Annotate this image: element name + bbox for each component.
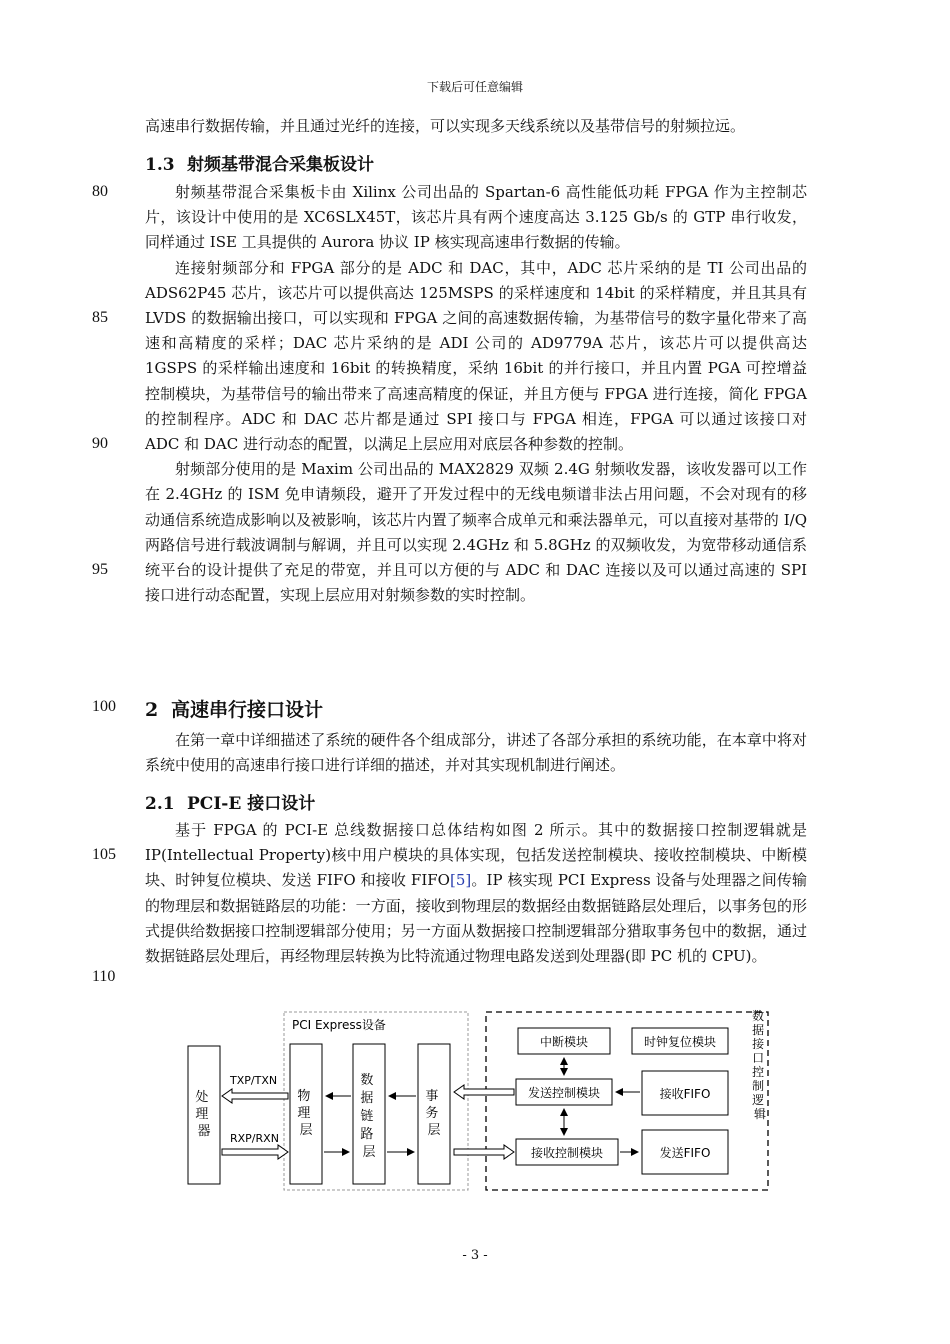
rxp-label: RXP/RXN [230,1132,279,1145]
interface-logic-char: 制 [752,1079,765,1093]
section-title: PCI-E 接口设计 [187,794,316,814]
interface-logic-char: 逻 [752,1093,765,1107]
line-number: 105 [92,846,116,863]
send-fifo-label: 发送FIFO [659,1146,711,1160]
section-heading-1-3 [145,150,374,175]
recv-control-module-label: 接收控制模块 [530,1146,604,1160]
data-link-char: 据 [360,1091,374,1106]
paragraph [145,818,807,969]
clock-reset-module-label: 时钟复位模块 [643,1035,717,1049]
processor-char: 器 [197,1124,211,1139]
pci-device-label: PCI Express设备 [292,1018,386,1032]
data-link-layer-label [360,1072,377,1160]
paragraph: 射频基带混合采集板卡由 Xilinx 公司出品的 Spartan-6 高性能低功耗 FPGA 作为主控制芯片，该设计中使用的是 XC6SLX45T，该芯片具有两个速度高达 3.125 Gb/s 的 GTP 串行收发，同样通过 ISE 工具提供的 Aurora 协议 IP 核实现高速串行数据的传输。 [145,183,807,252]
paragraph-text: 。IP 核实现 PCI Express 设备与处理器之间传输的物理层和数据链路层的功能：一方面，接收到物理层的数据经由数据链路层处理后，以事务包的形式提供给数据接口控制逻辑部分使用；另一方面从数据接口控制逻辑部分猎取事务包中的数据，通过数据链路层处理后，再经物理层转换为比特流通过物理电路发送到处理器(即 PC 机的 CPU)。 [145,871,807,966]
line-number: 95 [92,561,108,578]
send-control-module-label: 发送控制模块 [527,1086,601,1100]
intro-line [145,114,807,139]
physical-layer-label [297,1088,314,1138]
physical-layer-char: 理 [297,1106,311,1121]
line-number: 80 [92,183,108,200]
section-title: 高速串行接口设计 [171,699,324,721]
data-link-char: 路 [360,1127,374,1142]
section-number: 2 [145,699,159,721]
line-number: 100 [92,698,116,715]
recv-fifo-label: 接收FIFO [659,1087,711,1101]
section-heading-2 [145,695,323,722]
transaction-char: 事 [425,1089,439,1104]
data-link-char: 链 [360,1109,374,1124]
transaction-char: 层 [427,1123,441,1138]
txp-arrow [222,1089,288,1103]
rxp-arrow [222,1145,288,1159]
intro-text: 高速串行数据传输，并且通过光纤的连接，可以实现多天线系统以及基带信号的射频拉远。 [145,117,746,135]
line-number: 90 [92,435,108,452]
paragraph: 射频部分使用的是 Maxim 公司出品的 MAX2829 双频 2.4G 射频收发器，该收发器可以工作在 2.4GHz 的 ISM 免申请频段，避开了开发过程中的无线电频谱非法占用问题，不会对现有的移动通信系统造成影响以及被影响，该芯片内置了频率合成单元和乘法器单元，可以直接对基带的 I/Q 两路信号进行载波调制与解调，并且可以实现 2.4GHz 和 5.8GHz 的双频收发，为宽带移动通信系统平台的设计提供了充足的带宽，并且可以方便的与 ADC 和 DAC 连接以及可以通过高速的 SPI 接口进行动态配置，实现上层应用对射频参数的实时控制。 [145,460,807,605]
paragraph: 连接射频部分和 FPGA 部分的是 ADC 和 DAC，其中，ADC 芯片采纳的是 TI 公司出品的 ADS62P45 芯片，该芯片可以提供高达 125MSPS 的采样速度和 14bit 的采样精度，并且其具有 LVDS 的数据输出接口，可以实现和 FPGA 之间的高速数据传输，为基带信号的数字量化带来了高速和高精度的采样；DAC 芯片采纳的是 ADI 公司的 AD9779A 芯片，该芯片可以提供高达 1GSPS 的采样输出速度和 16bit 的转换精度，采纳 16bit 的并行接口，并且内置 PGA 可控增益控制模块，为基带信号的输出带来了高速高精度的保证，并且方便与 FPGA 进行连接，简化 FPGA 的控制程序。ADC 和 DAC 芯片都是通过 SPI 接口与 FPGA 相连，FPGA 可以通过该接口对 ADC 和 DAC 进行动态的配置，以满足上层应用对底层各种参数的控制。 [145,258,807,454]
section-1-3-body [145,180,807,608]
interface-logic-char: 口 [752,1051,765,1065]
interface-logic-char: 控 [752,1065,765,1079]
line-number: 110 [92,968,116,985]
transaction-char: 务 [425,1106,439,1121]
line-number: 85 [92,309,108,326]
arrow-transaction-to-recv [454,1145,514,1159]
physical-layer-char: 层 [299,1123,313,1138]
txp-label: TXP/TXN [230,1074,278,1087]
arrow-send-to-transaction [454,1085,514,1099]
data-link-char: 数 [360,1073,374,1088]
paragraph-text: 基于 FPGA 的 PCI-E 总线数据接口总体结构如图 2 所示。其中的数据接口控制逻辑就是 IP(Intellectual Property)核中用户模块的具体实现，包括发送控制模块、接收控制模块、中断模块、时钟复位模块、发送 FIFO 和接收 FIFO [145,821,807,890]
section-title: 射频基带混合采集板设计 [187,155,374,175]
paragraph: 在第一章中详细描述了系统的硬件各个组成部分，讲述了各部分承担的系统功能，在本章中将对系统中使用的高速串行接口进行详细的描述，并对其实现机制进行阐述。 [145,731,807,775]
transaction-layer-label [425,1088,442,1138]
section-heading-2-1 [145,789,315,814]
data-link-char: 层 [362,1145,376,1160]
interface-logic-char: 数 [752,1009,765,1023]
processor-char: 理 [195,1107,209,1122]
citation-link[interactable]: [5] [449,871,472,890]
physical-layer-char: 物 [297,1089,311,1104]
page-header: 下载后可任意编辑 [426,80,523,94]
section-2-1-body [145,818,807,969]
section-number: 2.1 [145,794,175,814]
processor-label [195,1089,212,1139]
processor-char: 处 [195,1090,209,1105]
pcie-block-diagram [180,1006,780,1196]
interface-logic-char: 接 [752,1037,765,1051]
interface-logic-label [752,1008,768,1121]
section-2-body [145,728,807,778]
section-number: 1.3 [145,155,175,175]
interface-logic-char: 据 [752,1023,765,1037]
interface-logic-char: 辑 [753,1107,767,1121]
interrupt-module-label: 中断模块 [539,1035,589,1049]
page-number: - 3 - [462,1248,488,1263]
